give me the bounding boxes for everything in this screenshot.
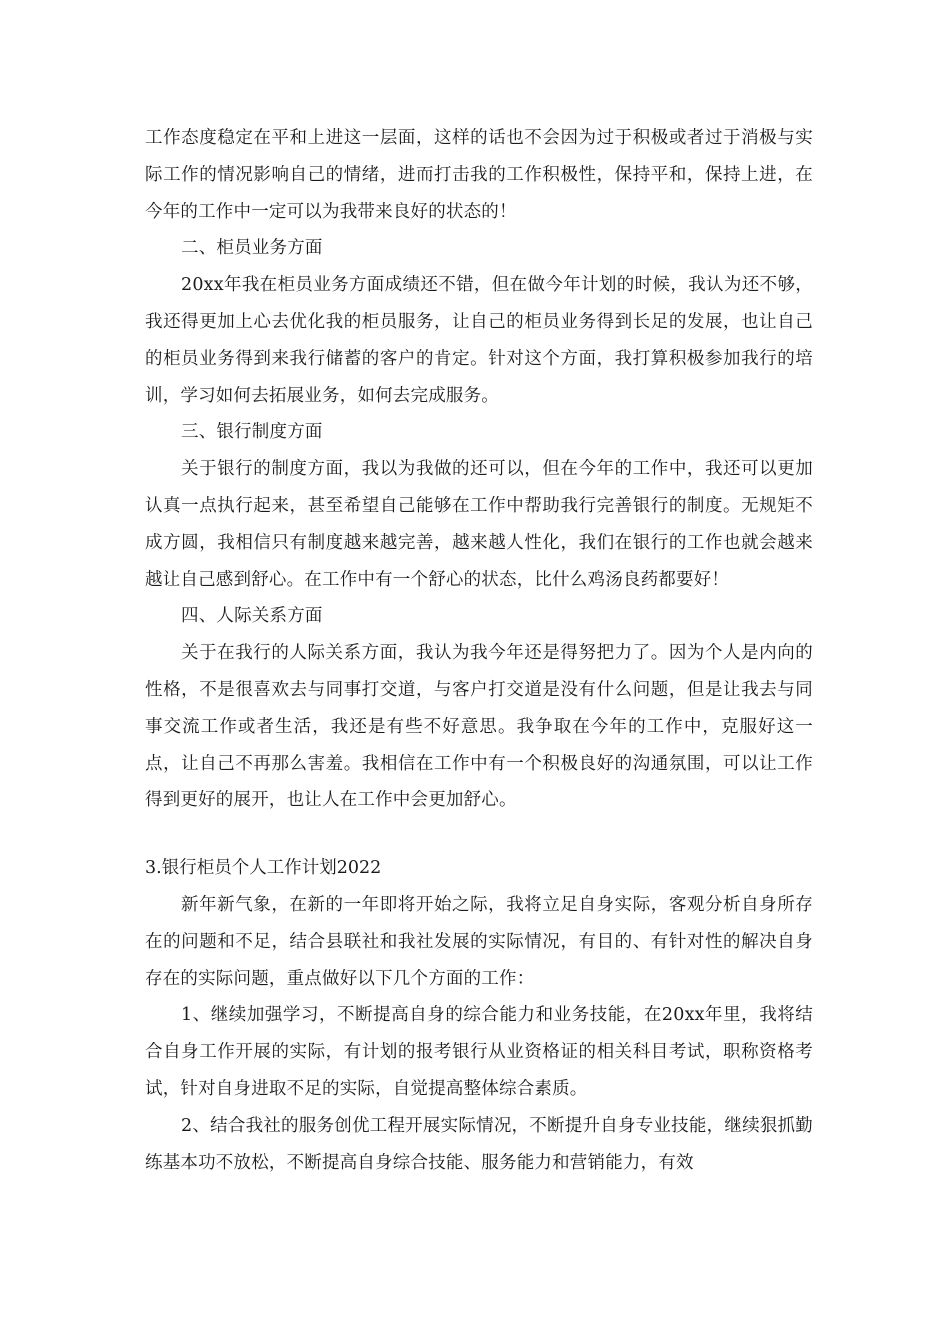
- heading-teller-business: 二、柜员业务方面: [181, 238, 323, 259]
- paragraph-item-1: 1、继续加强学习，不断提高自身的综合能力和业务技能，在20xx年里，我将结合自身工作开展的实际，有计划的报考银行从业资格证的相关科目考试，职称资格考试，针对自身进取不足的实际，自觉提高整体综合素质。: [145, 1005, 813, 1099]
- paragraph-teller-business: 20xx年我在柜员业务方面成绩还不错，但在做今年计划的时候，我认为还不够，我还得更加上心去优化我的柜员服务，让自己的柜员业务得到长足的发展，也让自己的柜员业务得到来我行储蓄的客户的肯定。针对这个方面，我打算积极参加我行的培训，学习如何去拓展业务，如何去完成服务。: [145, 275, 813, 406]
- heading-relationships: 四、人际关系方面: [181, 606, 323, 627]
- paragraph-item-2: 2、结合我社的服务创优工程开展实际情况，不断提升自身专业技能，继续狠抓勤练基本功不放松，不断提高自身综合技能、服务能力和营销能力，有效: [145, 1115, 813, 1173]
- paragraph-work-attitude: 工作态度稳定在平和上进这一层面，这样的话也不会因为过于积极或者过于消极与实际工作的情况影响自己的情绪，进而打击我的工作积极性，保持平和，保持上进，在今年的工作中一定可以为我带来良好的状态的！: [145, 128, 813, 222]
- document-page: [145, 120, 813, 1181]
- paragraph-relationships: 关于在我行的人际关系方面，我认为我今年还是得努把力了。因为个人是内向的性格，不是很喜欢去与同事打交道，与客户打交道是没有什么问题，但是让我去与同事交流工作或者生活，我还是有些不好意思。我争取在今年的工作中，克服好这一点，让自己不再那么害羞。我相信在工作中有一个积极良好的沟通氛围，可以让工作得到更好的展开，也让人在工作中会更加舒心。: [145, 643, 813, 811]
- section-title: 3.银行柜员个人工作计划2022: [145, 858, 382, 879]
- paragraph-new-year: 新年新气象，在新的一年即将开始之际，我将立足自身实际，客观分析自身所存在的问题和不足，结合县联社和我社发展的实际情况，有目的、有针对性的解决自身存在的实际问题，重点做好以下几个方面的工作：: [145, 894, 813, 989]
- paragraph-bank-system: 关于银行的制度方面，我以为我做的还可以，但在今年的工作中，我还可以更加认真一点执行起来，甚至希望自己能够在工作中帮助我行完善银行的制度。无规矩不成方圆，我相信只有制度越来越完善，越来越人性化，我们在银行的工作也就会越来越让自己感到舒心。在工作中有一个舒心的状态，比什么鸡汤良药都要好！: [145, 459, 813, 590]
- heading-bank-system: 三、银行制度方面: [181, 422, 323, 443]
